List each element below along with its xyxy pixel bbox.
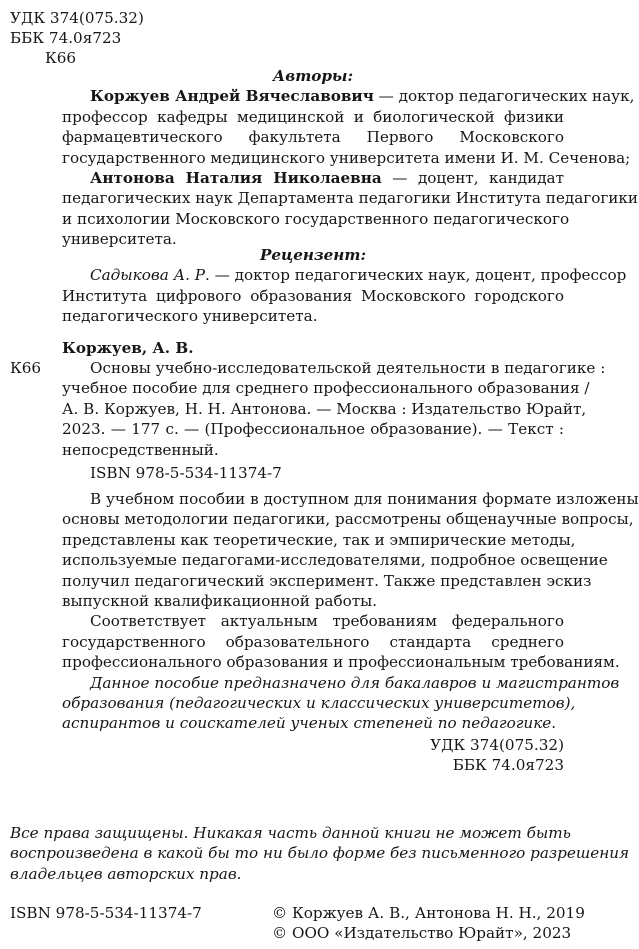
bbk-code-top: ББК 74.0я723 <box>10 29 122 47</box>
audience-line: аспирантов и соискателей ученых степеней по педагогике. <box>62 714 557 733</box>
copyright-publisher: © ООО «Издательство Юрайт», 2023 <box>272 924 572 942</box>
authors-section <box>62 66 639 250</box>
abstract-line: представлены как теоретические, так и эмпирические методы, <box>62 530 576 549</box>
rights-notice <box>10 823 630 884</box>
rights-line: Все права защищены. Никакая часть данной книги не может быть <box>10 824 571 842</box>
isbn-footer: ISBN 978-5-534-11374-7 <box>10 904 202 922</box>
reviewer-line3: педагогического университета. <box>62 307 318 326</box>
abstract-line: используемые педагогами-исследователями, подробное освещение <box>62 551 608 570</box>
rights-line: воспроизведена в какой бы то ни было форме без письменного разрешения <box>10 844 630 863</box>
copyright-authors: © Коржуев А. В., Антонова Н. Н., 2019 <box>272 904 585 922</box>
author1-line2: профессор кафедры медицинской и биологической физики <box>62 107 564 126</box>
standard-line: профессионального образования и профессиональным требованиям. <box>62 653 620 672</box>
entry-index: К66 <box>10 359 42 377</box>
authors-heading: Авторы: <box>272 67 354 85</box>
bibliographic-entry <box>62 358 606 460</box>
standard-line: Соответствует актуальным требованиям федерального <box>90 612 564 631</box>
author1-line1: Коржуев Андрей Вячеславович — доктор педагогических наук, <box>90 87 635 106</box>
rights-line: владельцев авторских прав. <box>10 864 242 883</box>
entry-author: Коржуев, А. В. <box>62 339 194 357</box>
abstract-line: В учебном пособии в доступном для понимания формате изложены <box>90 490 639 508</box>
audience-line: Данное пособие предназначено для бакалавров и магистрантов <box>90 673 620 692</box>
abstract-line: получил педагогический эксперимент. Также представлен эскиз <box>62 571 592 590</box>
author1-line4: государственного медицинского университета имени И. М. Сеченова; <box>62 148 631 167</box>
author1-line3: фармацевтического факультета Первого Московского <box>62 128 564 147</box>
abstract-line: основы методологии педагогики, рассмотрены общенаучные вопросы, <box>62 510 634 529</box>
author2-line1: Антонова Наталия Николаевна — доцент, кандидат <box>90 169 565 188</box>
author2-line3: и психологии Московского государственного педагогического <box>62 209 570 228</box>
bbk-code-bottom: ББК 74.0я723 <box>452 756 564 775</box>
reviewer-line2: Института цифрового образования Московского городского <box>62 286 564 305</box>
entry-line: Основы учебно-исследовательской деятельности в педагогике : <box>90 359 606 377</box>
author-index-top: К66 <box>45 49 77 67</box>
classification-bottom <box>62 735 564 776</box>
udk-code-bottom: УДК 374(075.32) <box>430 736 564 754</box>
reviewer-section <box>62 245 627 327</box>
reviewer-line1: Садыкова А. Р. — доктор педагогических наук, доцент, профессор <box>90 266 627 285</box>
abstract-line: выпускной квалификационной работы. <box>62 592 378 611</box>
reviewer-name: Садыкова А. Р. <box>90 266 210 285</box>
standard-line: государственного образовательного стандарта среднего <box>62 632 564 651</box>
author2-name: Антонова Наталия Николаевна <box>90 169 382 188</box>
reviewer-heading: Рецензент: <box>259 246 367 264</box>
entry-line: А. В. Коржуев, Н. Н. Антонова. — Москва : Издательство Юрайт, <box>62 399 587 418</box>
entry-line: учебное пособие для среднего профессионального образования / <box>62 379 590 398</box>
entry-line: непосредственный. <box>62 440 219 459</box>
isbn-entry: ISBN 978-5-534-11374-7 <box>90 464 282 482</box>
udk-code-top: УДК 374(075.32) <box>10 9 144 27</box>
author2-line2: педагогических наук Департамента педагогики Института педагогики <box>62 189 639 208</box>
author2-line4: университета. <box>62 230 177 249</box>
entry-line: 2023. — 177 с. — (Профессиональное образование). — Текст : <box>62 420 564 439</box>
audience-line: образования (педагогических и классических университетов), <box>62 694 576 713</box>
author1-name: Коржуев Андрей Вячеславович <box>90 87 374 106</box>
abstract-section <box>62 489 639 734</box>
